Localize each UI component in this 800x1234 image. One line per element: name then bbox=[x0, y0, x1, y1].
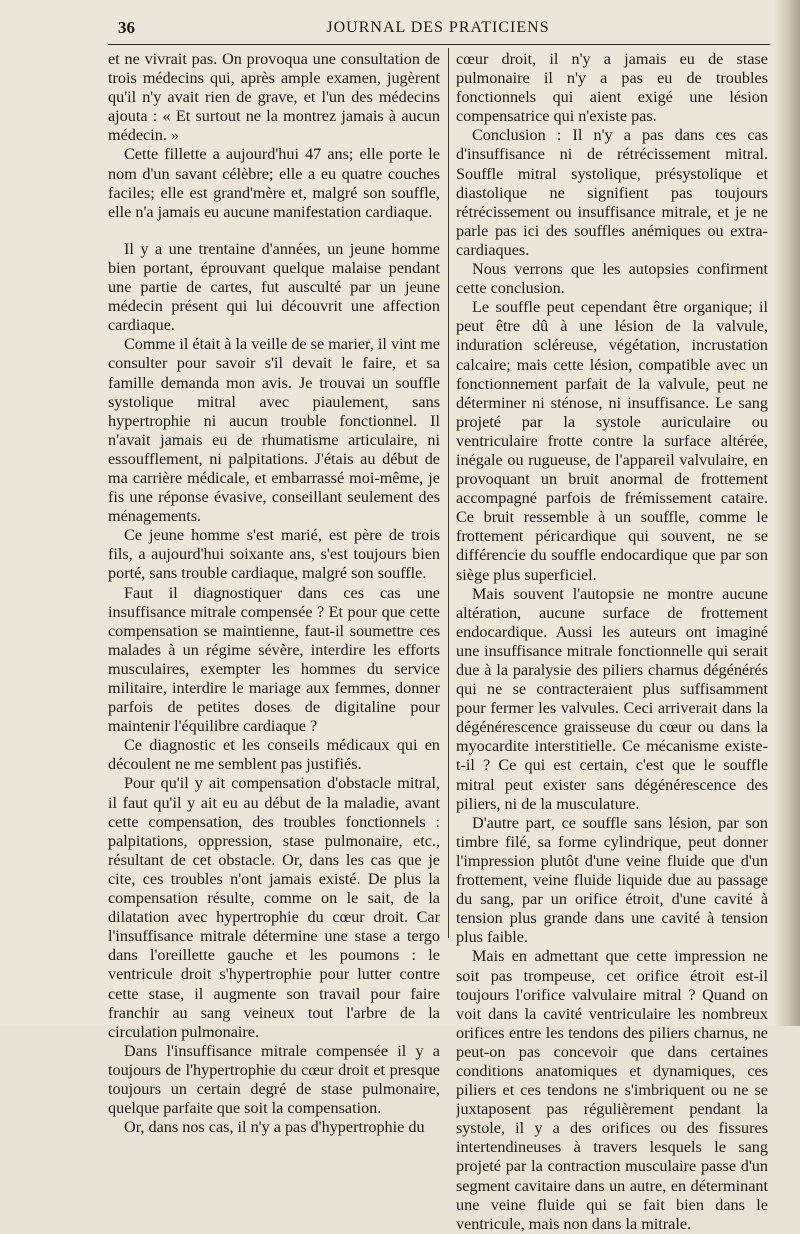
paragraph: Mais souvent l'autopsie ne montre aucune altération, aucune surface de frottement endocardique. Aussi les auteurs ont imaginé une insuffisance mitrale fonctionnelle qui serait due à la paralysie des piliers charnus dégénérés qui ne se contracteraient plus suffisamment pour fermer les valvules. Ceci arriverait dans la dégénérescence graisseuse du cœur ou dans la myocardite interstitielle. Ce mécanisme existe-t-il ? Ce qui est certain, c'est que le souffle mitral peut exister sans dégénérescence des piliers, ni de la musculature. bbox=[456, 584, 768, 813]
paragraph: Cette fillette a aujourd'hui 47 ans; elle porte le nom d'un savant célèbre; elle a eu quatre couches faciles; elle est grand'mère et, malgré son souffle, elle n'a jamais eu aucune manifestation cardiaque. bbox=[108, 145, 440, 221]
page-binding-shadow bbox=[774, 0, 800, 1026]
paragraph: D'autre part, ce souffle sans lésion, par son timbre filé, sa forme cylindrique, peut donner l'impression plutôt d'une veine fluide que d'un frottement, veine fluide liquide due au passage du sang, par un orifice étroit, d'une cavité à tension plus grande dans une cavité à tension plus faible. bbox=[456, 813, 768, 947]
paragraph: Conclusion : Il n'y a pas dans ces cas d'insuffisance ni de rétrécissement mitral. Souffle mitral systolique, présystolique et diastolique ne signifient pas toujours rétrécissement ou insuffisance mitrale, et je ne parle pas ici des souffles anémiques ou extra-cardiaques. bbox=[456, 126, 768, 259]
paragraph: Il y a une trentaine d'années, un jeune homme bien portant, éprouvant quelque malaise pendant une partie de cartes, fut ausculté par un jeune médecin présent qui lui découvrit une affection cardiaque. bbox=[108, 239, 440, 335]
paragraph: Ce jeune homme s'est marié, est père de trois fils, a aujourd'hui soixante ans, s'est toujours bien porté, sans trouble cardiaque, malgré son souffle. bbox=[108, 526, 440, 583]
paragraph: et ne vivrait pas. On provoqua une consultation de trois médecins qui, après ample examen, jugèrent qu'il n'y avait rien de grave, et l'un des médecins ajouta : « Et surtout ne la montrez jamais à aucun médecin. » bbox=[108, 50, 440, 145]
paragraph: Faut il diagnostiquer dans ces cas une insuffisance mitrale compensée ? Et pour que cette compensation se maintienne, faut-il soumettre ces malades à un régime sévère, interdire les efforts musculaires, exempter les hommes du service militaire, interdire le mariage aux femmes, donner parfois de petites doses de digitaline pour maintenir l'équilibre cardiaque ? bbox=[108, 583, 440, 736]
page-header bbox=[108, 16, 768, 42]
column-divider bbox=[448, 48, 449, 938]
paragraph: Or, dans nos cas, il n'y a pas d'hypertrophie du bbox=[124, 1118, 425, 1137]
running-title: JOURNAL DES PRATICIENS bbox=[326, 19, 550, 36]
paragraph: Ce diagnostic et les conseils médicaux qui en découlent ne me semblent pas justifiés. bbox=[108, 736, 440, 774]
paragraph: cœur droit, il n'y a jamais eu de stase pulmonaire il n'y a pas eu de troubles fonctionnels qui aient exigé une lésion compensatrice qui n'existe pas. bbox=[456, 50, 768, 126]
paragraph: Mais en admettant que cette impression ne soit pas trompeuse, cet orifice étroit est-il toujours l'orifice valvulaire mitral ? Quand on voit dans la cavité ventriculaire les nombreux orifices entre les tendons des piliers charnus, ne peut-on pas concevoir que dans certaines conditions anatomiques et dynamiques, ces piliers et ces tendons ne s'imbriquent ou ne se juxtaposent pas régulièrement pendant la systole, il y a des orifices ou des fissures intertendineuses à travers lesquels le sang projeté par la contraction musculaire passe d'un segment cavitaire dans un autre, en déterminant une veine fluide qui se fait bien dans le ventricule, mais non dans la mitrale. bbox=[456, 947, 768, 1233]
paragraph: Nous verrons que les autopsies confirment cette conclusion. bbox=[456, 260, 768, 298]
right-column bbox=[456, 50, 768, 1234]
left-column bbox=[108, 50, 440, 1137]
header-rule bbox=[108, 44, 770, 45]
paragraph: Pour qu'il y ait compensation d'obstacle mitral, il faut qu'il y ait eu au début de la maladie, avant cette compensation, des troubles fonctionnels : palpitations, oppression, stase pulmonaire, etc., résultant de cet obstacle. Or, dans les cas que je cite, ces troubles n'ont jamais existé. De plus la compensation résulte, comme on le sait, de la dilatation avec hypertrophie du cœur droit. Car l'insuffisance mitrale détermine une stase a tergo dans l'oreillette gauche et les poumons : le ventricule droit s'hypertrophie pour lutter contre cette stase, il augmente son travail pour faire franchir au sang veineux tout l'arbre de la circulation pulmonaire. bbox=[108, 774, 440, 1041]
paragraph: Le souffle peut cependant être organique; il peut être dû à une lésion de la valvule, induration scléreuse, végétation, incrustation calcaire; mais cette lésion, compatible avec un fonctionnement parfait de la valvule, peut ne déterminer ni sténose, ni insuffisance. Le sang projeté par la systole auriculaire ou ventriculaire frotte contre la surface altérée, inégale ou rugueuse, de l'appareil valvulaire, en provoquant un bruit anormal de frottement accompagné parfois de frémissement cataire. Ce bruit ressemble à un souffle, comme le frottement péricardique qui souvent, ne se différencie du souffle endocardique que par son siège plus superficiel. bbox=[456, 298, 768, 584]
paragraph: Comme il était à la veille de se marier, il vint me consulter pour savoir s'il devait le faire, et sa famille demanda mon avis. Je trouvai un souffle systolique mitral avec piaulement, sans hypertrophie ni aucun trouble fonctionnel. Il n'avait jamais eu de rhumatisme articulaire, ni essoufflement, ni palpitations. J'étais au début de ma carrière médicale, et embarrassé moi-même, je fis une réponse évasive, conseillant seulement des ménagements. bbox=[108, 335, 440, 526]
paragraph: Dans l'insuffisance mitrale compensée il y a toujours de l'hypertrophie du cœur droit et presque toujours un certain degré de stase pulmonaire, quelque parfaite que soit la compensation. bbox=[108, 1041, 440, 1118]
page-number: 36 bbox=[118, 18, 135, 37]
